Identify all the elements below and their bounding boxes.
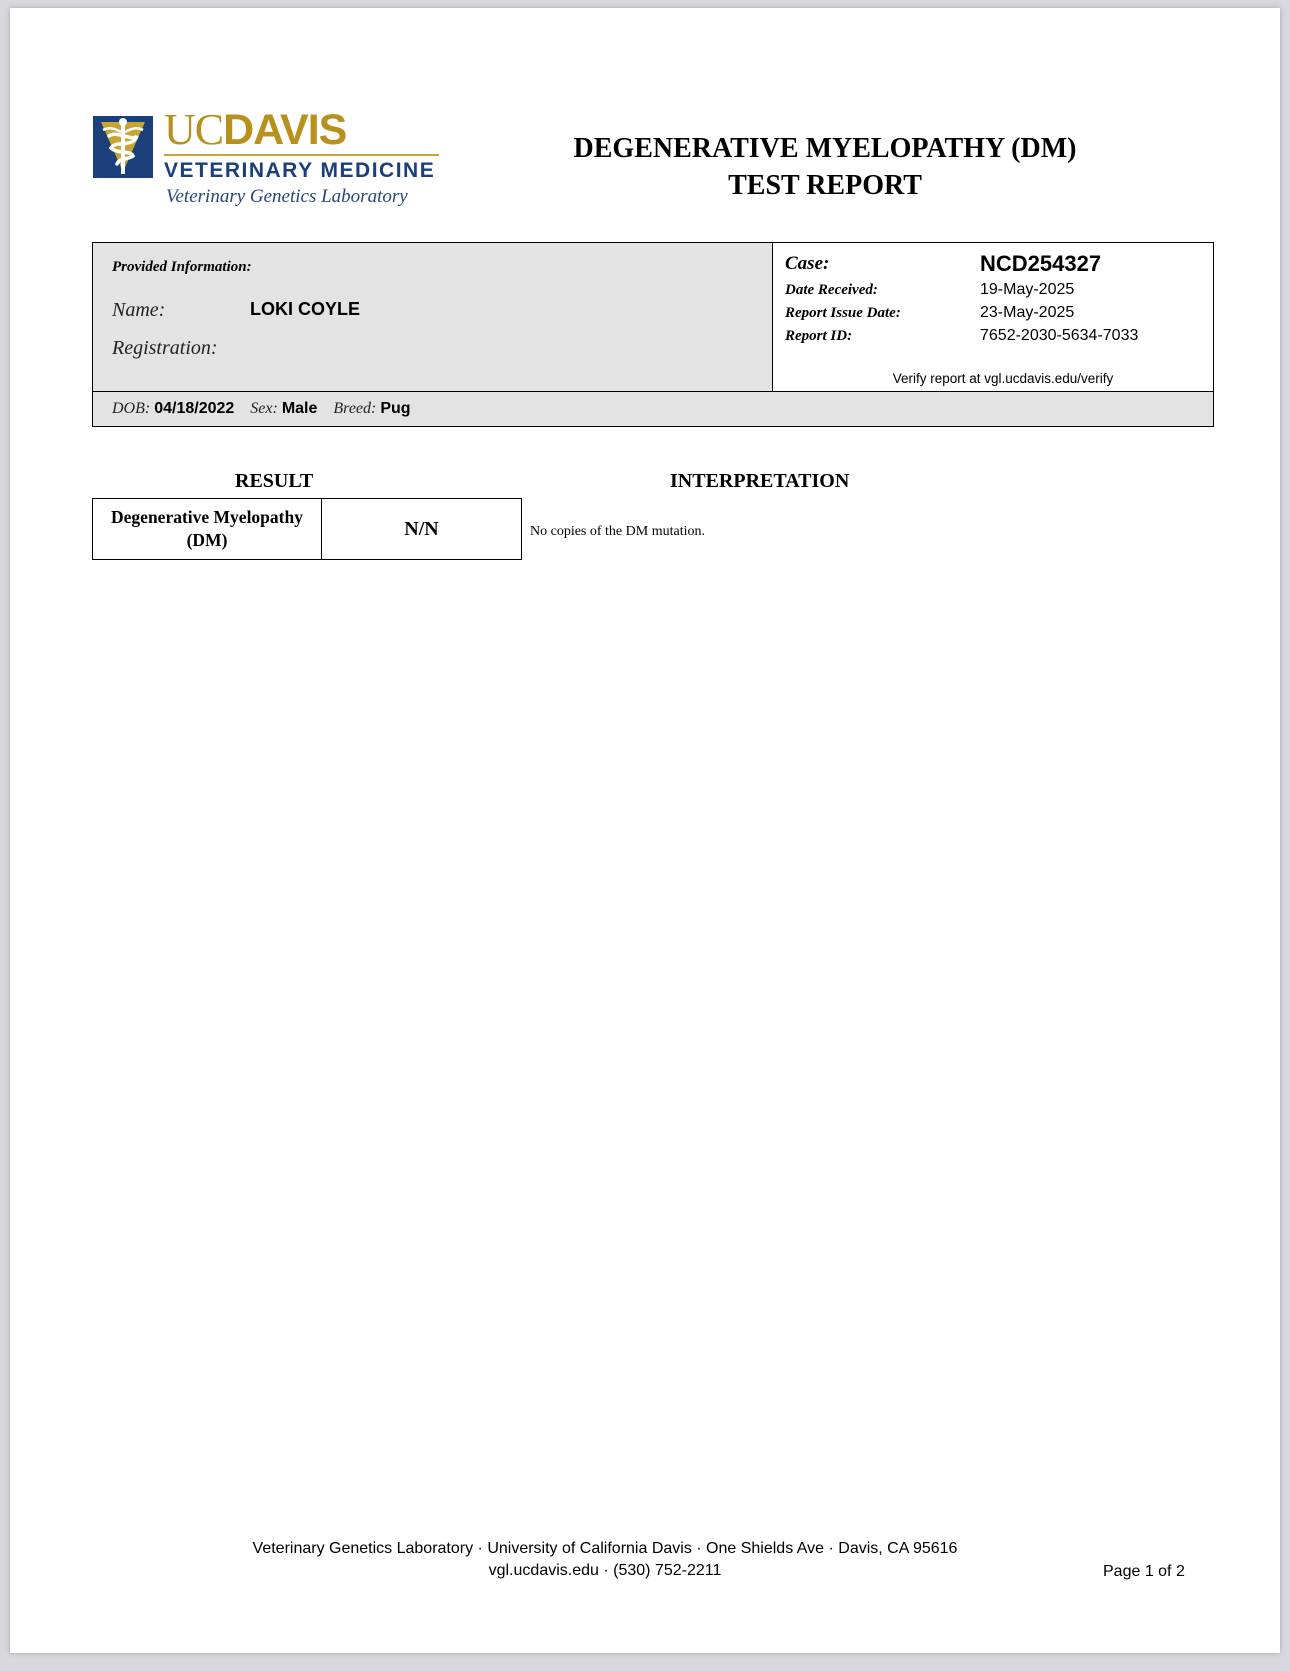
page-number: Page 1 of 2 <box>1103 1563 1185 1580</box>
registration-label: Registration: <box>112 337 218 359</box>
date-received-label: Date Received: <box>785 282 878 298</box>
case-value: NCD254327 <box>980 251 1102 276</box>
sex-label: Sex: <box>250 400 278 417</box>
ucdavis-vet-logo <box>92 105 442 212</box>
sex-value: Male <box>281 400 318 417</box>
footer <box>205 1538 1005 1582</box>
date-received-value: 19-May-2025 <box>980 281 1075 298</box>
footer-contact: vgl.ucdavis.edu · (530) 752-2211 <box>488 1562 722 1579</box>
provided-info-panel <box>93 243 773 391</box>
footer-address: Veterinary Genetics Laboratory · University of California Davis · One Shields Ave · Davis, CA 95616 <box>252 1540 958 1557</box>
info-box <box>92 242 1214 427</box>
caduceus-logo-icon <box>93 116 153 178</box>
report-issue-label: Report Issue Date: <box>785 305 901 321</box>
result-table <box>92 498 522 560</box>
dob-value: 04/18/2022 <box>154 400 235 417</box>
case-info-panel <box>773 243 1213 391</box>
breed-value: Pug <box>380 400 411 417</box>
report-title-line1: DEGENERATIVE MYELOPATHY (DM) <box>573 133 1077 164</box>
interpretation-text: No copies of the DM mutation. <box>530 524 705 539</box>
logo-lab-name: Veterinary Genetics Laboratory <box>166 186 408 207</box>
report-title-line2: TEST REPORT <box>728 170 922 201</box>
report-issue-value: 23-May-2025 <box>980 304 1075 321</box>
animal-info-row <box>112 400 423 418</box>
logo-vet-medicine: VETERINARY MEDICINE <box>164 159 436 182</box>
result-heading: RESULT <box>235 470 314 492</box>
report-title <box>530 130 1120 204</box>
case-label: Case: <box>785 253 830 274</box>
dob-label: DOB: <box>112 400 151 417</box>
report-id-label: Report ID: <box>785 328 853 344</box>
name-value: LOKI COYLE <box>250 299 361 319</box>
genotype-cell: N/N <box>404 517 439 540</box>
logo-wordmark: UCDAVIS <box>164 105 347 154</box>
name-label: Name: <box>112 299 166 321</box>
test-name-cell: Degenerative Myelopathy (DM) <box>93 499 322 559</box>
verify-link[interactable]: Verify report at vgl.ucdavis.edu/verify <box>892 371 1114 386</box>
logo-divider <box>164 154 439 156</box>
animal-info-strip <box>93 391 1213 426</box>
interpretation-heading: INTERPRETATION <box>670 470 850 492</box>
provided-info-heading: Provided Information: <box>112 259 252 275</box>
report-id-value: 7652-2030-5634-7033 <box>980 327 1139 344</box>
report-page <box>10 8 1280 1653</box>
breed-label: Breed: <box>333 400 377 417</box>
